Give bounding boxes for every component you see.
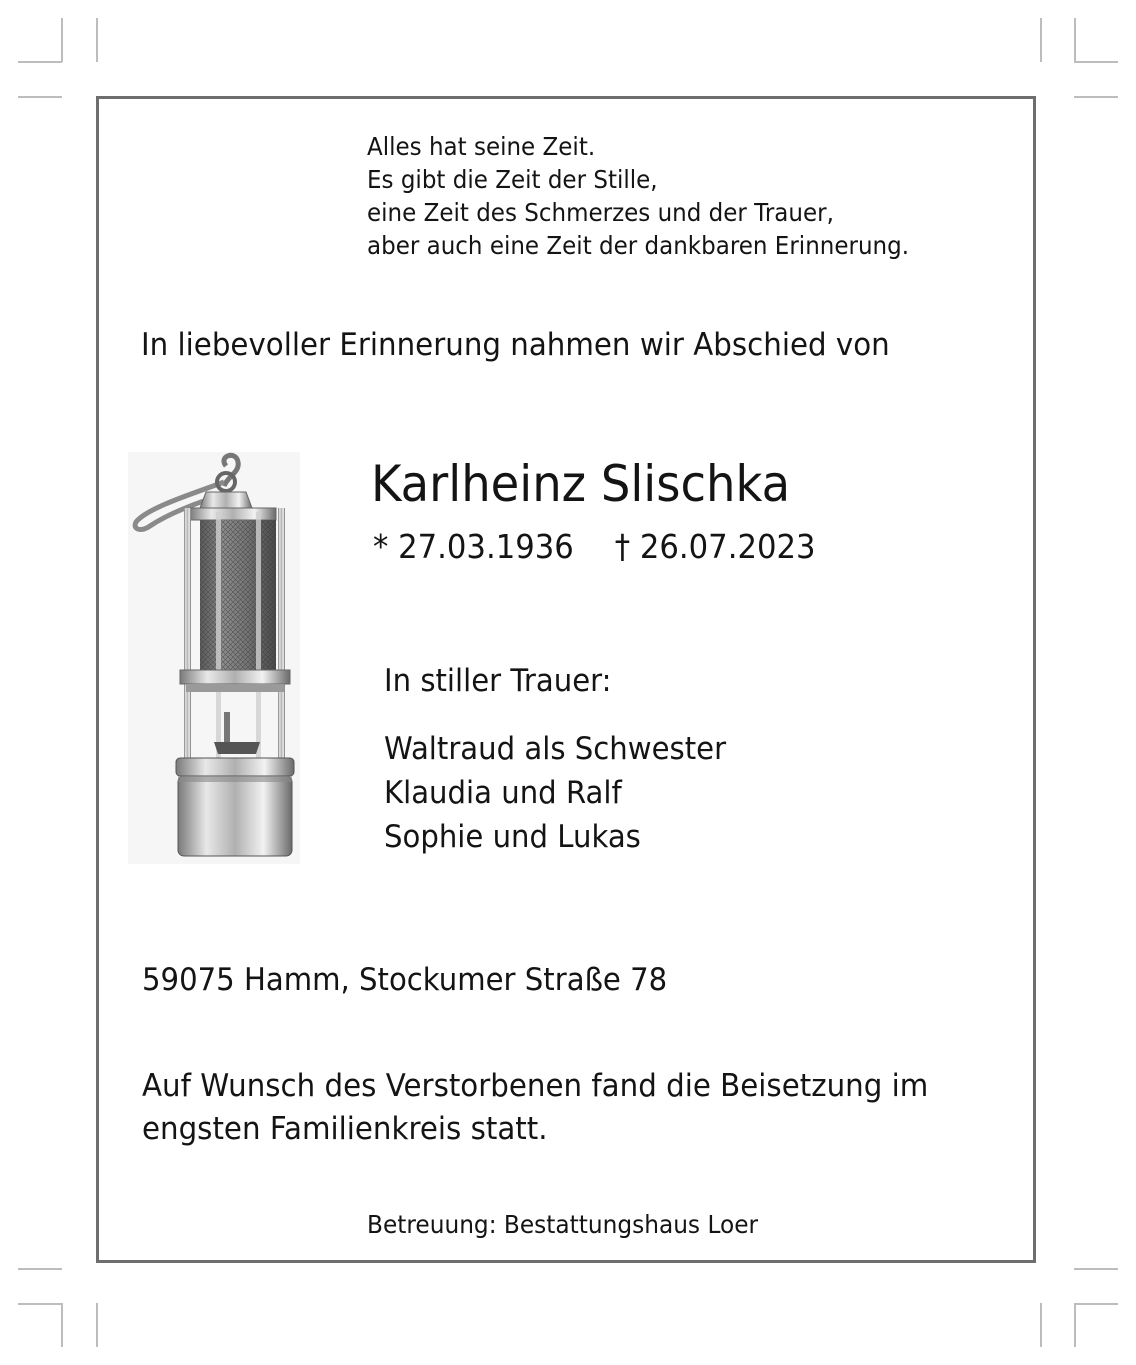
life-dates [373, 527, 816, 566]
crop-mark [18, 1268, 62, 1270]
mourning-heading: In stiller Trauer: [384, 663, 612, 699]
crop-mark [1074, 1303, 1118, 1305]
crop-mark [1074, 96, 1118, 98]
crop-mark [1074, 18, 1076, 62]
poem-line: Es gibt die Zeit der Stille, [367, 165, 658, 194]
mourner: Sophie und Lukas [384, 819, 641, 855]
mourner: Waltraud als Schwester [384, 731, 727, 767]
mourners-list [384, 727, 726, 859]
notice-line: engsten Familienkreis statt. [142, 1111, 548, 1147]
notice-line: Auf Wunsch des Verstorbenen fand die Beisetzung im [142, 1068, 929, 1104]
crop-mark [18, 96, 62, 98]
poem-line: eine Zeit des Schmerzes und der Trauer, [367, 198, 834, 227]
crop-mark [1074, 1268, 1118, 1270]
crop-mark [96, 18, 98, 62]
crop-mark [61, 18, 63, 62]
death-date: † 26.07.2023 [614, 527, 816, 566]
mourner: Klaudia und Ralf [384, 775, 622, 811]
address: 59075 Hamm, Stockumer Straße 78 [142, 962, 668, 998]
crop-mark [18, 1303, 62, 1305]
birth-date: * 27.03.1936 [373, 527, 574, 566]
crop-mark [18, 61, 62, 63]
miners-lamp-icon [128, 452, 300, 864]
crop-mark [61, 1303, 63, 1347]
burial-notice [142, 1065, 928, 1151]
crop-mark [96, 1303, 98, 1347]
funeral-home: Betreuung: Bestattungshaus Loer [367, 1210, 759, 1239]
crop-mark [1040, 18, 1042, 62]
poem [367, 130, 909, 262]
crop-mark [1074, 1303, 1076, 1347]
deceased-name: Karlheinz Slischka [371, 455, 791, 513]
crop-mark [1040, 1303, 1042, 1347]
poem-line: aber auch eine Zeit der dankbaren Erinnerung. [367, 231, 910, 260]
crop-mark [1074, 61, 1118, 63]
poem-line: Alles hat seine Zeit. [367, 132, 596, 161]
intro-text: In liebevoller Erinnerung nahmen wir Abschied von [141, 327, 890, 363]
